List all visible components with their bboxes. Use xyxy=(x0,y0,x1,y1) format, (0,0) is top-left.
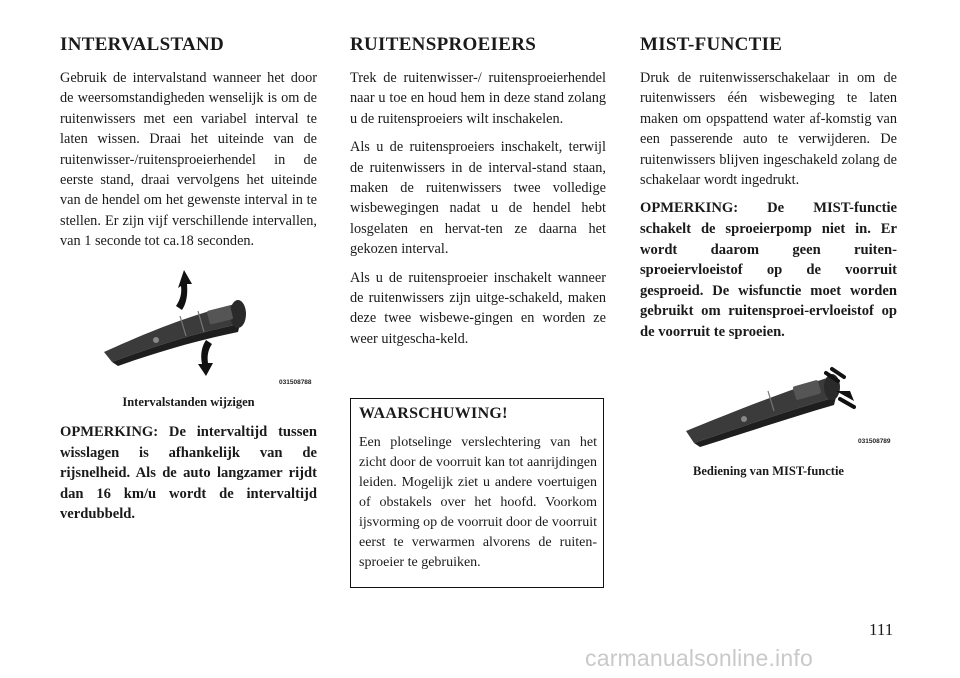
warning-text: Een plotselinge verslechtering van het zicht door de voorruit kan tot aanrijdingen leiden. Mogelijk ziet u andere voertuigen of obstakels over het hoofd. Voorkom ijsvorming op de voorruit door de voorruit eerst te verwarmen alvorens de ruiten-sproeier te gebruiken. xyxy=(359,435,597,570)
note-mist-functie: OPMERKING: De MIST-functie schakelt de sproeierpomp niet in. Er wordt daarom geen ruiten-sproeiervloeistof op de voorruit gesproeid. De wisfunctie moet worden gebruikt om ruitensproei-ervloeistof op de voorruit te sproeien. xyxy=(640,200,897,340)
caption-mist-functie: Bediening van MIST-functie xyxy=(693,463,844,478)
column-intervalstand xyxy=(60,34,317,533)
heading-ruitensproeiers: RUITENSPROEIERS xyxy=(350,34,537,55)
paragraph-mist-functie: Druk de ruitenwisserschakelaar in om de ruitenwissers één wisbeweging te laten maken om opspattend water af-komstig van een passerende auto te verwijderen. De ruitenwissers blijven ingeschakeld zolang de schakelaar wordt ingedrukt. xyxy=(640,70,897,189)
wiper-stalk-press-icon xyxy=(640,361,897,449)
watermark: carmanualsonline.info xyxy=(585,645,813,671)
paragraph-ruitensproeiers-3: Als u de ruitensproeier inschakelt wanneer de ruitenwissers zijn uitge-schakeld, maken deze twee wisbewe-gingen en worden ze weer uitgescha-keld. xyxy=(350,269,606,347)
wiper-stalk-rotate-icon xyxy=(60,266,317,378)
column-ruitensproeiers xyxy=(350,34,606,357)
figure-id-2: 031508789 xyxy=(858,437,891,445)
figure-id-1: 031508788 xyxy=(279,378,312,386)
paragraph-ruitensproeiers-1: Trek de ruitenwisser-/ ruitensproeierhendel naar u toe en houd hem in deze stand zolang u de ruitensproeiers wilt inschakelen. xyxy=(350,70,606,127)
page-number: 111 xyxy=(869,620,894,639)
note-intervaltijd: OPMERKING: De intervaltijd tussen wisslagen is afhankelijk van de rijsnelheid. Als de auto langzamer rijdt dan 16 km/u wordt de intervaltijd verdubbeld. xyxy=(60,424,317,523)
column-mist-functie xyxy=(640,34,897,481)
paragraph-ruitensproeiers-2: Als u de ruitensproeiers inschakelt, terwijl de ruitenwissers in de interval-stand staan, maken de ruitenwissers twee volledige wisbewegingen nadat u de hendel hebt losgelaten en hervat-ten ze daarna het gekozen interval. xyxy=(350,139,606,258)
warning-box xyxy=(350,398,604,588)
heading-intervalstand: INTERVALSTAND xyxy=(60,34,225,55)
paragraph-intervalstand: Gebruik de intervalstand wanneer het door de weersomstandigheden wenselijk is om de ruitenwissers met een variabel interval te laten wissen. Draai het uiteinde van de ruitenwisser-/ruitensproeierhendel in de eerste stand, draai vervolgens het uiteinde van de hendel om het gewenste interval in te stellen. Er zijn vijf verschillende intervallen, van 1 seconde tot ca.18 seconden. xyxy=(60,70,317,250)
caption-intervalstanden: Intervalstanden wijzigen xyxy=(122,394,255,409)
warning-title: WAARSCHUWING! xyxy=(359,405,508,422)
figure-mist-functie xyxy=(640,361,897,455)
figure-intervalstanden xyxy=(60,266,317,386)
heading-mist-functie: MIST-FUNCTIE xyxy=(640,34,783,55)
